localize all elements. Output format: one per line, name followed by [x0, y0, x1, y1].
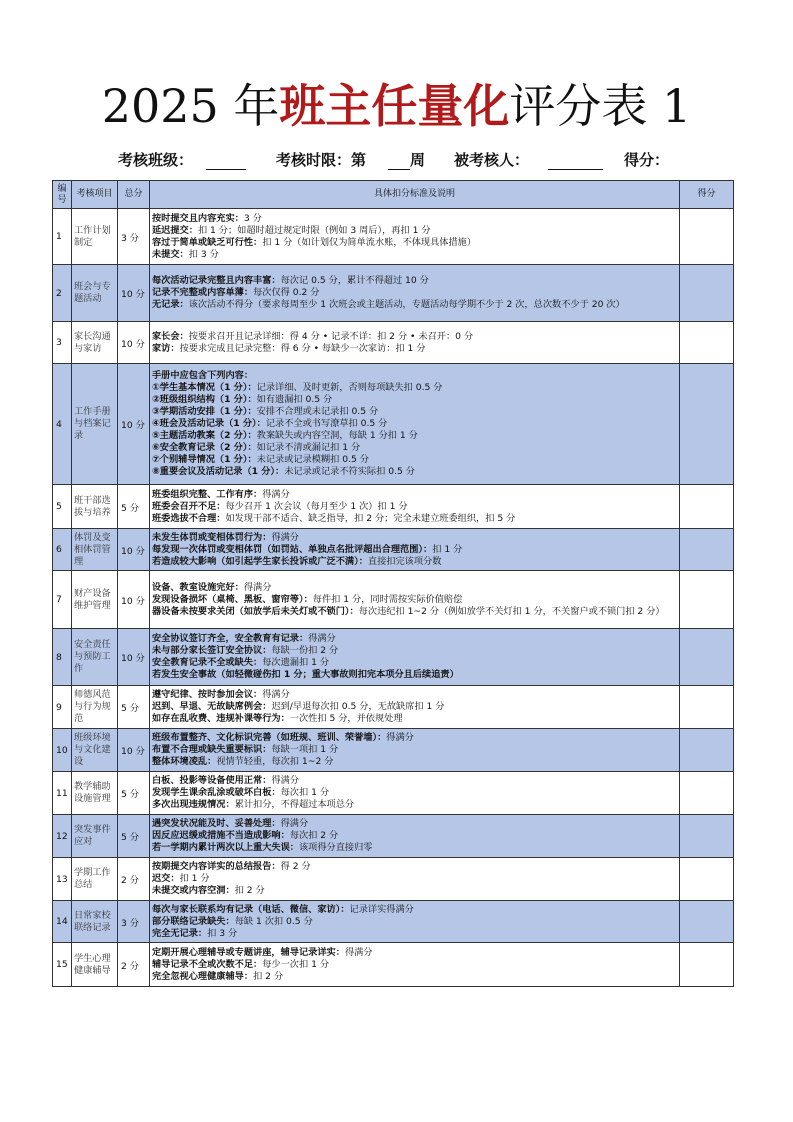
criteria-text: 迟到/早退每次扣 0.5 分，无故缺席扣 1 分	[271, 701, 445, 712]
row-score-cell[interactable]	[680, 943, 734, 987]
row-score-cell[interactable]	[680, 322, 734, 364]
criteria-lead: 部分联络记录缺失：	[152, 915, 235, 927]
row-description	[150, 629, 680, 686]
criteria-line	[152, 249, 677, 261]
criteria-text: 得满分	[386, 732, 414, 743]
criteria-line	[152, 744, 677, 756]
row-score-cell[interactable]	[680, 686, 734, 729]
criteria-text: 扣 1 分	[432, 543, 463, 555]
row-number: 4	[53, 364, 72, 485]
criteria-lead: 器设备未按要求关闭（如放学后未关灯或不锁门）：	[152, 605, 359, 617]
criteria-line	[152, 669, 677, 681]
criteria-lead: 辅导记录不全或次数不足：	[152, 958, 263, 970]
criteria-text: 如记录不清或漏记扣 1 分	[256, 442, 361, 453]
criteria-text: 按要求召开且记录详细：得 4 分 • 记录不详：扣 2 分 • 未召开：0 分	[188, 330, 474, 342]
criteria-lead: 若发生安全事故（如轻微碰伤扣 1 分；重大事故则扣完本项分且后续追责）	[152, 669, 459, 680]
row-total: 2 分	[118, 943, 150, 987]
row-number: 5	[53, 485, 72, 529]
criteria-text: 如有遗漏扣 0.5 分	[256, 394, 333, 405]
criteria-line	[152, 406, 677, 418]
criteria-line	[152, 787, 677, 799]
criteria-lead: 安全教育记录不全或缺失：	[152, 657, 263, 668]
row-item: 财产设备维护管理	[72, 571, 118, 629]
header-total: 总分	[118, 181, 150, 209]
row-score-cell[interactable]	[680, 485, 734, 529]
criteria-text: 每次扣 2 分	[289, 830, 339, 841]
criteria-text: 一次性扣 5 分，并依规处理	[289, 713, 403, 724]
criteria-line	[152, 370, 677, 382]
row-total: 5 分	[118, 686, 150, 729]
criteria-lead: 记录不完整或内容单薄：	[152, 287, 254, 298]
criteria-line	[152, 225, 677, 237]
criteria-text: 该次活动不得分（要求每周至少 1 次班会或主题活动，专题活动每学期不少于 2 次，总次数不少于 20 次）	[188, 299, 625, 310]
table-header	[53, 181, 734, 209]
row-total: 10 分	[118, 322, 150, 364]
row-number: 13	[53, 858, 72, 901]
row-total: 10 分	[118, 571, 150, 629]
row-number: 2	[53, 265, 72, 322]
period-suffix: 周	[410, 151, 426, 169]
period-prefix: 考核时限：第	[276, 151, 367, 169]
criteria-lead: 未发生体罚或变相体罚行为：	[152, 531, 272, 543]
table-row	[53, 571, 734, 629]
row-total: 10 分	[118, 364, 150, 485]
row-score-cell[interactable]	[680, 815, 734, 858]
row-description	[150, 858, 680, 901]
criteria-text: 每次仅得 0.2 分	[253, 287, 320, 298]
header-no: 编号	[53, 181, 72, 209]
criteria-text: 视情节轻重，每次扣 1~2 分	[216, 756, 334, 767]
row-item: 学生心理健康辅导	[72, 943, 118, 987]
criteria-text: 扣 1 分	[179, 873, 210, 884]
criteria-lead: 手册中应包含下列内容：	[152, 370, 254, 381]
row-description	[150, 729, 680, 772]
header-desc: 具体扣分标准及说明	[150, 181, 680, 209]
criteria-line	[152, 861, 677, 873]
criteria-text: 得满分	[271, 531, 299, 543]
criteria-text: 每次违纪扣 1~2 分（例如放学不关灯扣 1 分，不关窗户或不锁门扣 2 分）	[358, 605, 665, 617]
criteria-line	[152, 382, 677, 394]
criteria-text: 每缺一项扣 1 分	[271, 744, 339, 755]
criteria-line	[152, 532, 677, 544]
criteria-line	[152, 594, 677, 606]
criteria-lead: 白板、投影等设备使用正常：	[152, 775, 272, 786]
criteria-text: 每缺一份扣 2 分	[271, 645, 339, 656]
criteria-line	[152, 454, 677, 466]
criteria-text: 得满分	[344, 946, 373, 958]
row-item: 班级环境与文化建设	[72, 729, 118, 772]
table-row	[53, 322, 734, 364]
criteria-lead: 因反应迟缓或措施不当造成影响：	[152, 830, 290, 841]
row-item: 教学辅助设施管理	[72, 772, 118, 815]
table-row	[53, 265, 734, 322]
criteria-text: 每次遗漏扣 1 分	[262, 657, 330, 668]
criteria-lead: ①学生基本情况（1 分）：	[152, 382, 257, 393]
row-description	[150, 772, 680, 815]
criteria-text: 记录详实得满分	[349, 903, 414, 915]
criteria-lead: 班委组织完整、工作有序：	[152, 488, 263, 500]
page-title	[0, 78, 793, 134]
row-description	[150, 209, 680, 265]
table-row	[53, 364, 734, 485]
criteria-text: 累计扣分，不得超过本项总分	[234, 799, 355, 810]
row-number: 1	[53, 209, 72, 265]
row-item: 师德风范与行为规范	[72, 686, 118, 729]
row-item: 日常家校联络记录	[72, 901, 118, 943]
criteria-line	[152, 928, 677, 940]
row-total: 5 分	[118, 815, 150, 858]
row-total: 2 分	[118, 858, 150, 901]
criteria-line	[152, 904, 677, 916]
class-label: 考核班级：	[118, 151, 194, 169]
row-item: 班会与专题活动	[72, 265, 118, 322]
criteria-line	[152, 818, 677, 830]
criteria-line	[152, 947, 677, 959]
table-row	[53, 485, 734, 529]
criteria-text: 扣 3 分	[207, 927, 238, 939]
criteria-text: 每次扣 1 分	[280, 787, 330, 798]
row-item: 体罚及变相体罚管理	[72, 529, 118, 571]
criteria-line	[152, 418, 677, 430]
criteria-line	[152, 489, 677, 501]
row-total: 3 分	[118, 209, 150, 265]
criteria-lead: 家长会：	[152, 330, 189, 342]
criteria-text: 未记录或记录模糊扣 0.5 分	[256, 454, 369, 465]
criteria-line	[152, 732, 677, 744]
criteria-line	[152, 873, 677, 885]
row-description	[150, 571, 680, 629]
table-row	[53, 629, 734, 686]
row-description	[150, 901, 680, 943]
table-row	[53, 209, 734, 265]
person-blank[interactable]	[548, 149, 603, 170]
criteria-line	[152, 430, 677, 442]
row-description	[150, 529, 680, 571]
criteria-line	[152, 544, 677, 556]
table-row	[53, 729, 734, 772]
criteria-lead: 发现设备损坏（桌椅、黑板、窗帘等）：	[152, 593, 313, 605]
criteria-text: 扣 1 分；如超时超过规定时限（例如 3 周后），再扣 1 分	[197, 224, 431, 236]
criteria-lead: 若造成较大影响（如引起学生家长投诉或广泛不满）：	[152, 555, 368, 567]
row-description	[150, 322, 680, 364]
criteria-line	[152, 582, 677, 594]
row-number: 10	[53, 729, 72, 772]
row-total: 5 分	[118, 485, 150, 529]
row-number: 12	[53, 815, 72, 858]
criteria-lead: 按时提交且内容充实：	[152, 212, 244, 224]
criteria-line	[152, 213, 677, 225]
row-total: 3 分	[118, 901, 150, 943]
criteria-lead: 未提交：	[152, 248, 189, 260]
criteria-line	[152, 756, 677, 768]
score-label: 得分：	[624, 151, 670, 169]
header-item: 考核项目	[72, 181, 118, 209]
criteria-lead: 遵守纪律、按时参加会议：	[152, 689, 263, 700]
row-score-cell[interactable]	[680, 858, 734, 901]
class-blank[interactable]	[206, 149, 246, 170]
criteria-lead: 如存在乱收费、违规补课等行为：	[152, 713, 290, 724]
table-row	[53, 529, 734, 571]
criteria-text: 得满分	[280, 818, 309, 829]
row-description	[150, 686, 680, 729]
criteria-lead: 班级布置整齐、文化标识完善（如班规、班训、荣誉墙）：	[152, 732, 387, 743]
criteria-line	[152, 885, 677, 897]
row-number: 8	[53, 629, 72, 686]
criteria-lead: 每发现一次体罚或变相体罚（如罚站、单独点名批评超出合理范围）：	[152, 543, 433, 555]
row-number: 15	[53, 943, 72, 987]
criteria-line	[152, 657, 677, 669]
criteria-text: 未记录或记录不符实际扣 0.5 分	[284, 466, 415, 477]
title-rest: 评分表 1	[509, 79, 692, 133]
row-total: 10 分	[118, 729, 150, 772]
criteria-text: 记录不全或书写潦草扣 0.5 分	[265, 418, 388, 429]
row-total: 10 分	[118, 265, 150, 322]
criteria-text: 得满分	[262, 488, 290, 500]
criteria-text: 安排不合理或未记录扣 0.5 分	[256, 406, 379, 417]
criteria-lead: 迟交：	[152, 873, 180, 884]
criteria-text: 3 分	[243, 212, 262, 224]
criteria-text: 每少召开 1 次会议（每月至少 1 次）扣 1 分	[225, 500, 408, 512]
criteria-line	[152, 501, 677, 513]
row-item: 学期工作总结	[72, 858, 118, 901]
row-description	[150, 815, 680, 858]
criteria-line	[152, 442, 677, 454]
row-score-cell[interactable]	[680, 629, 734, 686]
criteria-lead: 容过于简单或缺乏可行性：	[152, 236, 263, 248]
criteria-text: 按要求完成且记录完整：得 6 分 • 每缺少一次家访：扣 1 分	[179, 342, 426, 354]
row-total: 10 分	[118, 529, 150, 571]
criteria-text: 得满分	[262, 689, 290, 700]
row-number: 11	[53, 772, 72, 815]
row-score-cell[interactable]	[680, 364, 734, 485]
criteria-lead: ③学期活动安排（1 分）：	[152, 406, 257, 417]
criteria-line	[152, 343, 677, 355]
row-number: 6	[53, 529, 72, 571]
week-blank[interactable]	[388, 149, 410, 170]
criteria-lead: 发现学生课余乱涂或破坏白板：	[152, 787, 281, 798]
criteria-text: 每件扣 1 分，同时需按实际价值赔偿	[312, 593, 463, 605]
criteria-line	[152, 713, 677, 725]
criteria-lead: 未与部分家长签订安全协议：	[152, 645, 272, 656]
row-total: 10 分	[118, 629, 150, 686]
score-table	[52, 180, 734, 987]
criteria-text: 得满分	[243, 581, 272, 593]
criteria-line	[152, 606, 677, 618]
criteria-text: 该项得分直接归零	[299, 842, 373, 853]
criteria-lead: 延迟提交：	[152, 224, 198, 236]
criteria-lead: 每次活动记录完整且内容丰富：	[152, 275, 281, 286]
row-score-cell[interactable]	[680, 571, 734, 629]
criteria-line	[152, 645, 677, 657]
criteria-lead: 迟到、早退、无故缺席例会：	[152, 701, 272, 712]
row-description	[150, 485, 680, 529]
criteria-line	[152, 237, 677, 249]
criteria-lead: 班委选拔不合理：	[152, 512, 226, 524]
criteria-line	[152, 299, 677, 311]
criteria-line	[152, 916, 677, 928]
criteria-lead: 安全协议签订齐全，安全教育有记录：	[152, 633, 309, 644]
criteria-line	[152, 799, 677, 811]
row-score-cell[interactable]	[680, 529, 734, 571]
row-item: 工作计划制定	[72, 209, 118, 265]
criteria-text: 扣 1 分（如计划仅为简单流水账，不体现具体措施）	[262, 236, 477, 248]
header-score: 得分	[680, 181, 734, 209]
criteria-line	[152, 556, 677, 568]
criteria-line	[152, 689, 677, 701]
table-row	[53, 815, 734, 858]
criteria-text: 每次记 0.5 分，累计不得超过 10 分	[280, 275, 429, 286]
criteria-text: 得 2 分	[280, 861, 311, 872]
row-description	[150, 943, 680, 987]
row-number: 9	[53, 686, 72, 729]
row-item: 突发事件应对	[72, 815, 118, 858]
criteria-lead: ⑥安全教育记录（2 分）：	[152, 442, 257, 453]
row-score-cell[interactable]	[680, 265, 734, 322]
row-score-cell[interactable]	[680, 209, 734, 265]
table-row	[53, 901, 734, 943]
criteria-text: 得满分	[271, 775, 299, 786]
criteria-lead: 无记录：	[152, 299, 189, 310]
criteria-text: 直接扣完该项分数	[367, 555, 442, 567]
criteria-line	[152, 394, 677, 406]
table-row	[53, 686, 734, 729]
table-row	[53, 943, 734, 987]
criteria-text: 记录详细、及时更新，否则每项缺失扣 0.5 分	[256, 382, 443, 393]
row-number: 3	[53, 322, 72, 364]
criteria-lead: 完全忽视心理健康辅导：	[152, 970, 254, 982]
criteria-lead: 遇突发状况能及时、妥善处理：	[152, 818, 281, 829]
criteria-line	[152, 959, 677, 971]
criteria-lead: ④班会及活动记录（1 分）：	[152, 418, 266, 429]
criteria-text: 得满分	[308, 633, 336, 644]
criteria-text: 每缺 1 次扣 0.5 分	[234, 915, 313, 927]
criteria-line	[152, 633, 677, 645]
criteria-lead: 多次出现违规情况：	[152, 799, 235, 810]
criteria-line	[152, 830, 677, 842]
criteria-lead: ⑤主题活动教案（2 分）：	[152, 430, 257, 441]
row-score-cell[interactable]	[680, 729, 734, 772]
criteria-lead: 布置不合理或缺失重要标识：	[152, 744, 272, 755]
row-score-cell[interactable]	[680, 901, 734, 943]
title-year: 2025 年	[101, 79, 280, 133]
criteria-lead: ②班级组织结构（1 分）：	[152, 394, 257, 405]
criteria-lead: 定期开展心理辅导或专题讲座，辅导记录详实：	[152, 946, 345, 958]
row-description	[150, 364, 680, 485]
row-score-cell[interactable]	[680, 772, 734, 815]
criteria-line	[152, 842, 677, 854]
criteria-lead: 按期提交内容详实的总结报告：	[152, 861, 281, 872]
criteria-text: 每少一次扣 1 分	[262, 958, 330, 970]
criteria-lead: 家访：	[152, 342, 180, 354]
criteria-text: 扣 2 分	[234, 885, 265, 896]
criteria-lead: 设备、教室设施完好：	[152, 581, 244, 593]
criteria-line	[152, 513, 677, 525]
criteria-lead: 未提交或内容空洞：	[152, 885, 235, 896]
row-item: 工作手册与档案记录	[72, 364, 118, 485]
criteria-lead: 班委会召开不足：	[152, 500, 226, 512]
row-item: 班干部选拔与培养	[72, 485, 118, 529]
criteria-lead: 若一学期内累计两次以上重大失误：	[152, 842, 299, 853]
criteria-text: 教案缺失或内容空洞，每缺 1 分扣 1 分	[256, 430, 418, 441]
criteria-text: 扣 2 分	[253, 970, 284, 982]
row-number: 14	[53, 901, 72, 943]
criteria-text: 如发现干部不适合、缺乏指导，扣 2 分；完全未建立班委组织，扣 5 分	[225, 512, 516, 524]
row-number: 7	[53, 571, 72, 629]
criteria-text: 扣 3 分	[188, 248, 219, 260]
table-row	[53, 772, 734, 815]
criteria-lead: 每次与家长联系均有记录（电话、微信、家访）：	[152, 903, 350, 915]
criteria-lead: 完全无记录：	[152, 927, 208, 939]
title-highlight: 班主任量化	[279, 79, 510, 133]
person-label: 被考核人：	[454, 151, 530, 169]
criteria-line	[152, 275, 677, 287]
criteria-lead: 整体环境凌乱：	[152, 756, 217, 767]
table-row	[53, 858, 734, 901]
criteria-line	[152, 331, 677, 343]
row-item: 安全责任与预防工作	[72, 629, 118, 686]
row-description	[150, 265, 680, 322]
criteria-line	[152, 775, 677, 787]
row-total: 5 分	[118, 772, 150, 815]
criteria-line	[152, 971, 677, 983]
row-item: 家长沟通与家访	[72, 322, 118, 364]
criteria-line	[152, 287, 677, 299]
criteria-lead: ⑧重要会议及活动记录（1 分）：	[152, 466, 285, 477]
criteria-lead: ⑦个别辅导情况（1 分）：	[152, 454, 257, 465]
criteria-line	[152, 701, 677, 713]
criteria-line	[152, 466, 677, 478]
